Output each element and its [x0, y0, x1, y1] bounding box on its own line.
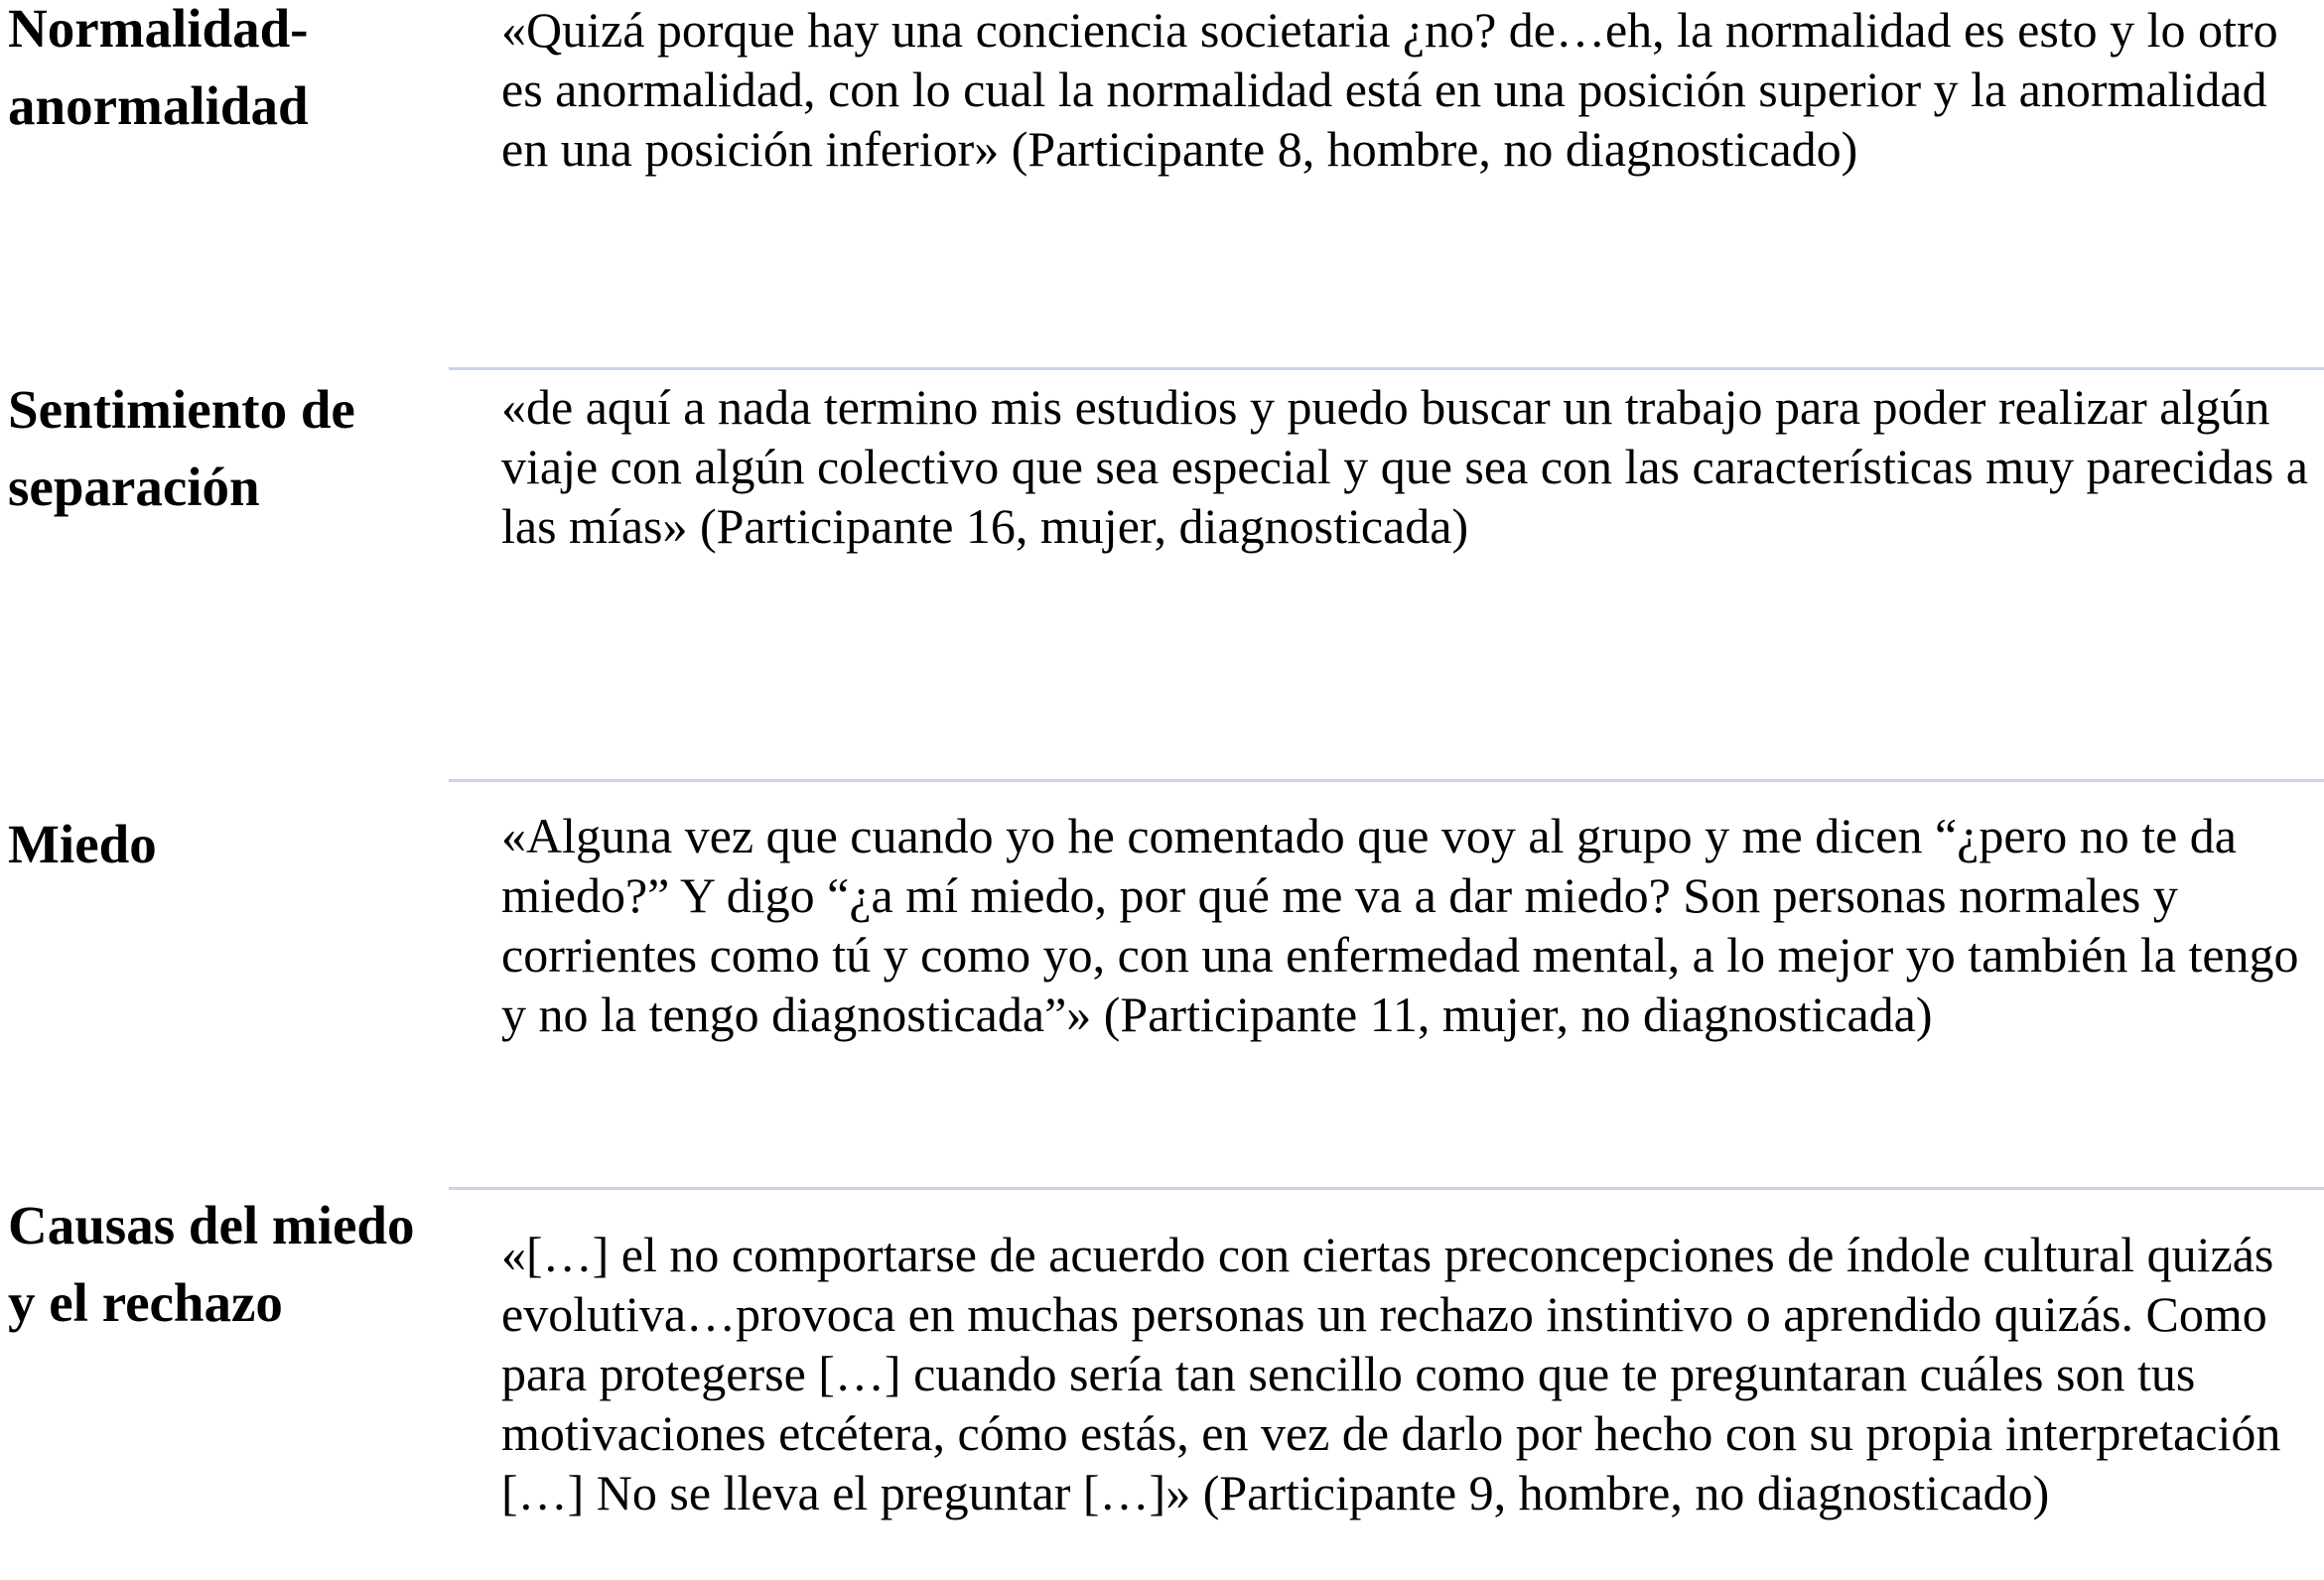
- theme-label: Normalidad-anormalidad: [8, 0, 309, 136]
- theme-label: Causas del miedo y el rechazo: [8, 1195, 415, 1333]
- theme-label: Miedo: [8, 814, 157, 874]
- row-divider: [449, 779, 2324, 782]
- quote-text: «de aquí a nada termino mis estudios y puedo buscar un trabajo para poder realizar algún viaje con algún colectivo que sea especial y que sea con las características muy parecidas a las mías» (Participante 16, mujer, diagnosticada): [501, 379, 2308, 554]
- quote-text: «[…] el no comportarse de acuerdo con ciertas preconcepciones de índole cultural quizás evolutiva…provoca en muchas personas un rechazo instintivo o aprendido quizás. Como para protegerse […] cuando sería tan sencillo como que te preguntaran cuáles son tus motivaciones etcétera, cómo estás, en vez de darlo por hecho con su propia interpretación […] No se lleva el preguntar […]» (Participante 9, hombre, no diagnosticado): [501, 1227, 2281, 1520]
- quote-text: «Quizá porque hay una conciencia societaria ¿no? de…eh, la normalidad es esto y lo otro es anormalidad, con lo cual la normalidad está en una posición superior y la anormalidad en una posición inferior» (Participante 8, hombre, no diagnosticado): [501, 2, 2278, 177]
- row-divider: [449, 367, 2324, 370]
- quote-text: «Alguna vez que cuando yo he comentado que voy al grupo y me dicen “¿pero no te da miedo?” Y digo “¿a mí miedo, por qué me va a dar miedo? Son personas normales y corrientes como tú y como yo, con una enfermedad mental, a lo mejor yo también la tengo y no la tengo diagnosticada”» (Participante 11, mujer, no diagnosticada): [501, 808, 2299, 1042]
- row-divider: [449, 1187, 2324, 1190]
- theme-label: Sentimiento de separación: [8, 379, 355, 517]
